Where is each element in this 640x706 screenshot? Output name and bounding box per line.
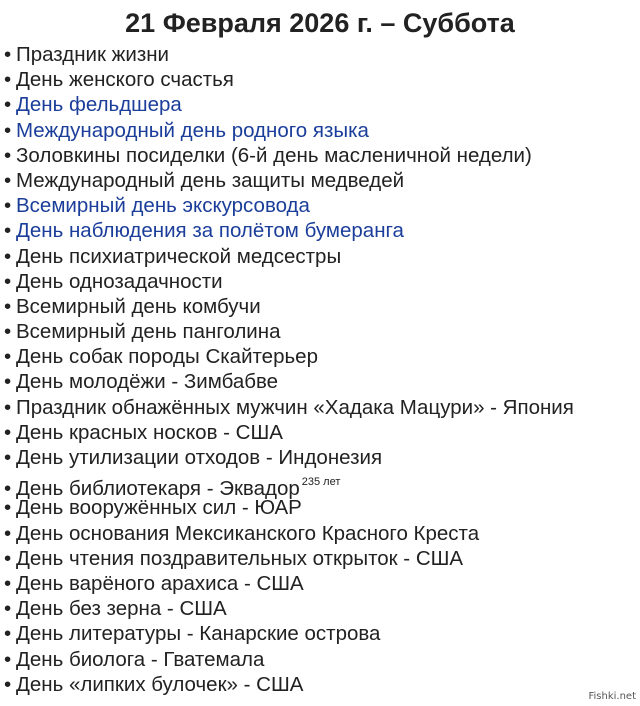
bullet-icon: • (4, 194, 12, 218)
holiday-item (4, 67, 574, 92)
bullet-icon: • (4, 143, 12, 167)
holiday-item (4, 344, 574, 369)
holiday-item (4, 369, 574, 394)
holiday-link[interactable]: Международный день родного языка (16, 118, 369, 142)
bullet-icon: • (4, 395, 12, 419)
holiday-item (4, 470, 574, 501)
bullet-icon: • (4, 521, 12, 545)
bullet-icon: • (4, 420, 12, 444)
bullet-icon: • (4, 43, 12, 66)
bullet-icon: • (4, 345, 12, 369)
bullet-icon: • (4, 168, 12, 192)
holiday-item (4, 521, 574, 546)
holiday-item (4, 672, 574, 697)
bullet-icon: • (4, 219, 12, 243)
anniversary-note: 235 лет (301, 476, 341, 489)
bullet-icon: • (4, 622, 12, 646)
holiday-text: Всемирный день панголина (16, 320, 281, 344)
bullet-icon: • (4, 546, 12, 570)
holiday-item[interactable] (4, 193, 574, 218)
bullet-icon: • (4, 320, 12, 344)
bullet-icon: • (4, 93, 12, 117)
holiday-item (4, 42, 574, 67)
holiday-item (4, 319, 574, 344)
holiday-item (4, 647, 574, 672)
holiday-item (4, 621, 574, 646)
holiday-text: День красных носков - США (16, 420, 283, 444)
holiday-item (4, 244, 574, 269)
bullet-icon: • (4, 370, 12, 394)
holiday-text: День утилизации отходов - Индонезия (16, 446, 383, 469)
holiday-item (4, 420, 574, 445)
holiday-item (4, 546, 574, 571)
page-title: 21 Февраля 2026 г. – Суббота (125, 8, 515, 38)
holiday-text: День однозадачности (16, 269, 223, 293)
bullet-icon: • (4, 446, 12, 469)
bullet-icon: • (4, 244, 12, 268)
holiday-item (4, 294, 574, 319)
holiday-item (4, 445, 574, 470)
holiday-text: День варёного арахиса - США (16, 571, 304, 595)
holiday-text: День библиотекаря - Эквадор (16, 477, 300, 501)
holiday-item (4, 596, 574, 621)
holiday-text: День молодёжи - Зимбабве (16, 370, 279, 394)
holiday-link[interactable]: День фельдшера (16, 93, 182, 117)
watermark: Fishki.net (588, 691, 636, 702)
holiday-text: День литературы - Канарские острова (16, 622, 381, 646)
holiday-link[interactable]: Всемирный день экскурсовода (16, 194, 310, 218)
bullet-icon: • (4, 496, 12, 520)
holiday-text: Праздник жизни (16, 43, 169, 66)
holiday-item[interactable] (4, 118, 574, 143)
holiday-text: Всемирный день комбучи (16, 294, 261, 318)
holiday-item[interactable] (4, 92, 574, 117)
holiday-item (4, 571, 574, 596)
holiday-text: День женского счастья (16, 68, 234, 92)
holiday-item[interactable] (4, 218, 574, 243)
holiday-text: Золовкины посиделки (6-й день масленичной недели) (16, 143, 532, 167)
holiday-text: День основания Мексиканского Красного Креста (16, 521, 480, 545)
holiday-item (4, 168, 574, 193)
holiday-item (4, 143, 574, 168)
bullet-icon: • (4, 269, 12, 293)
holiday-list (4, 42, 574, 697)
holiday-text: День собак породы Скайтерьер (16, 345, 318, 369)
holiday-item (4, 395, 574, 420)
holiday-text: День чтения поздравительных открыток - США (16, 546, 464, 570)
holiday-text: День психиатрической медсестры (16, 244, 342, 268)
holiday-text: День без зерна - США (16, 597, 227, 621)
bullet-icon: • (4, 597, 12, 621)
bullet-icon: • (4, 571, 12, 595)
bullet-icon: • (4, 68, 12, 92)
holiday-text: Международный день защиты медведей (16, 168, 405, 192)
holiday-link[interactable]: День наблюдения за полётом бумеранга (16, 219, 404, 243)
holiday-text: Праздник обнажённых мужчин «Хадака Мацури» - Япония (16, 395, 574, 419)
bullet-icon: • (4, 672, 12, 696)
holiday-text: День «липких булочек» - США (16, 672, 304, 696)
holiday-item (4, 269, 574, 294)
bullet-icon: • (4, 647, 12, 671)
holiday-text: День вооружённых сил - ЮАР (16, 496, 302, 520)
holiday-text: День биолога - Гватемала (16, 647, 265, 671)
bullet-icon: • (4, 294, 12, 318)
bullet-icon: • (4, 118, 12, 142)
holiday-item (4, 495, 574, 520)
bullet-icon: • (4, 477, 12, 501)
